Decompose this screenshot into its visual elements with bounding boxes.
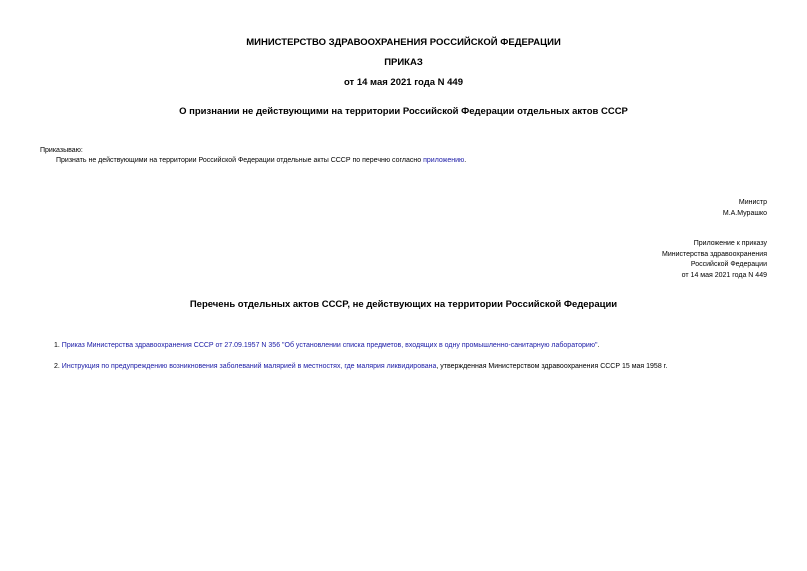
document-type: ПРИКАЗ — [384, 57, 423, 68]
signature-position: Министр — [738, 199, 767, 206]
appendix-title: Перечень отдельных актов СССР, не действующих на территории Российской Федерации — [189, 299, 618, 310]
order-body-end: . — [464, 157, 467, 164]
list-item-1 — [54, 341, 599, 351]
signature-name: М.А.Мурашко — [722, 209, 767, 217]
order-body-text: Признать не действующими на территории Российской Федерации отдельные акты СССР по перечню согласно — [56, 157, 424, 164]
list-item-1-end: . — [597, 342, 600, 349]
appendix-line-1: Приложение к приказу — [693, 240, 767, 247]
document-date-number: от 14 мая 2021 года N 449 — [343, 77, 464, 88]
ministry-heading: МИНИСТЕРСТВО ЗДРАВООХРАНЕНИЯ РОССИЙСКОЙ ФЕДЕРАЦИИ — [246, 37, 561, 48]
appendix-block — [662, 239, 767, 281]
list-item-1-link[interactable]: Приказ Министерства здравоохранения СССР от 27.09.1957 N 356 "Об установлении списка предметов, входящих в одну промышленно-санитарную лабораторию" — [61, 342, 598, 349]
list-item-2-link[interactable]: Инструкция по предупреждению возникновения заболеваний малярией в местностях, где малярия ликвидирована — [61, 363, 437, 370]
appendix-line-3: Российской Федерации — [690, 261, 767, 268]
list-item-2-end: , утвержденная Министерством здравоохранения СССР 15 мая 1958 г. — [436, 363, 668, 370]
order-body — [56, 156, 466, 166]
signature-block — [723, 198, 767, 219]
appendix-line-4: от 14 мая 2021 года N 449 — [681, 271, 767, 279]
document-title: О признании не действующими на территории Российской Федерации отдельных актов СССР — [179, 106, 628, 117]
appendix-line-2: Министерства здравоохранения — [662, 250, 767, 258]
appendix-link[interactable]: приложению — [423, 157, 465, 164]
list-item-2-number: 2. — [54, 363, 62, 370]
order-lead: Приказываю: — [40, 147, 83, 154]
list-item-1-number: 1. — [54, 342, 62, 349]
list-item-2 — [54, 362, 667, 372]
